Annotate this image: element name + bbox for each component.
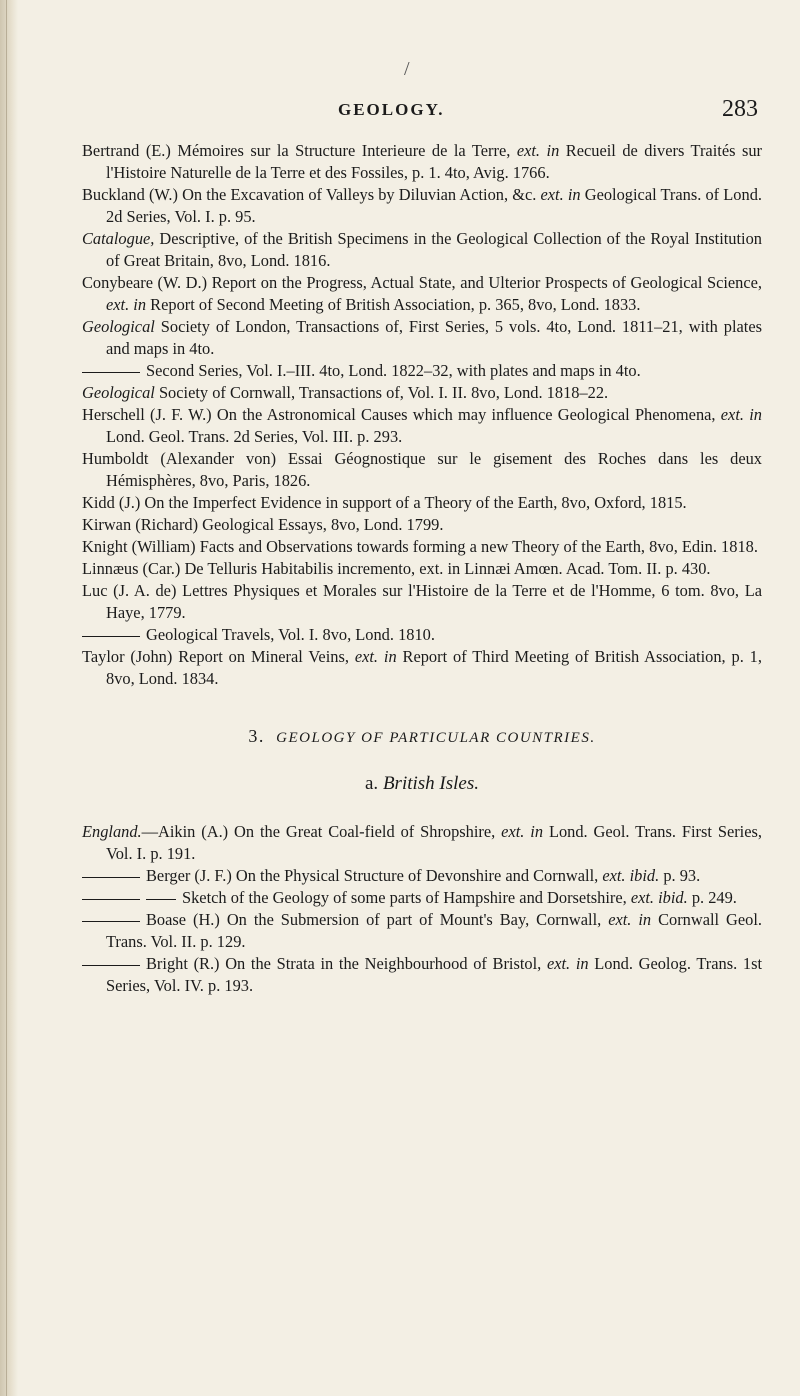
entry-source: Lond. Geolog. Trans. 1st Series, Vol. IV. p. 193.	[106, 954, 763, 995]
entry-citation-note: ext. in	[106, 295, 147, 314]
ditto-dash	[82, 899, 140, 900]
entry-author: Humboldt (Alexander von)	[82, 449, 277, 468]
entry-text: Lettres Physiques et Morales sur l'Histoire de la Terre et de l'Homme, 6 tom. 8vo, La Haye, 1779.	[106, 581, 762, 622]
entry-text: Report on Mineral Veins,	[172, 647, 355, 666]
entry-text: Facts and Observations towards forming a new Theory of the Earth, 8vo, Edin. 1818.	[195, 537, 758, 556]
entry-text: Geological Essays, 8vo, Lond. 1799.	[198, 515, 444, 534]
section-title: GEOLOGY OF PARTICULAR COUNTRIES.	[276, 730, 596, 746]
bibliography-entry	[82, 360, 762, 382]
bibliography-entry	[82, 624, 762, 646]
entry-source: p. 249.	[687, 888, 737, 907]
entry-author: Knight (William)	[82, 537, 196, 556]
entry-source: Geological Trans. of Lond. 2d Series, Vol. I. p. 95.	[106, 185, 762, 226]
entry-region: England.	[82, 822, 142, 841]
bibliography-entry	[82, 887, 762, 909]
bibliography-entry	[82, 404, 762, 448]
entry-text: Report on the Progress, Actual State, and Ulterior Prospects of Geological Science,	[207, 273, 763, 292]
entry-text: —Aikin (A.) On the Great Coal-field of Shropshire,	[141, 822, 502, 841]
entry-text: Society of London, Transactions of, First Series, 5 vols. 4to, Lond. 1811–21, with plates and maps in 4to.	[106, 317, 762, 358]
entry-author: Buckland (W.)	[82, 185, 178, 204]
entry-citation-note: ext. in	[608, 910, 652, 929]
entry-source: Report of Second Meeting of British Association, p. 365, 8vo, Lond. 1833.	[146, 295, 641, 314]
entry-source: Recueil de divers Traités sur l'Histoire Naturelle de la Terre et des Fossiles, p. 1. 4to, Avig. 1766.	[106, 141, 762, 182]
bibliography-entry	[82, 558, 762, 580]
entry-text: De Telluris Habitabilis incremento, ext. in Linnæi Amœn. Acad. Tom. II. p. 430.	[180, 559, 711, 578]
subsection-title: British Isles.	[382, 773, 479, 794]
bibliography-entry	[82, 536, 762, 558]
entry-text: Second Series, Vol. I.–III. 4to, Lond. 1822–32, with plates and maps in 4to.	[146, 361, 641, 380]
section-heading	[82, 726, 762, 747]
subsection-heading	[82, 773, 762, 795]
entry-text: Mémoires sur la Structure Interieure de la Terre,	[170, 141, 517, 160]
running-title: GEOLOGY.	[338, 100, 445, 119]
entry-text: Bright (R.) On the Strata in the Neighbourhood of Bristol,	[146, 954, 547, 973]
bibliography-entry	[82, 228, 762, 272]
entry-citation-note: ext. ibid.	[602, 866, 660, 885]
entry-author: Luc (J. A. de)	[82, 581, 177, 600]
bibliography-entry	[82, 865, 762, 887]
entry-citation-note: ext. in	[516, 141, 560, 160]
ditto-dash	[82, 636, 140, 637]
entry-text: On the Excavation of Valleys by Diluvian Action, &c.	[177, 185, 541, 204]
entry-text: Descriptive, of the British Specimens in the Geological Collection of the Royal Institution of Great Britain, 8vo, Lond. 1816.	[106, 229, 762, 270]
entry-source: Cornwall Geol. Trans. Vol. II. p. 129.	[106, 910, 763, 951]
entry-citation-note: ext. ibid.	[630, 888, 688, 907]
bibliography-entry	[82, 646, 762, 690]
entry-citation-note: ext. in	[540, 185, 581, 204]
entry-text: Essai Géognostique sur le gisement des Roches dans les deux Hémisphères, 8vo, Paris, 1826.	[106, 449, 762, 490]
page-header	[0, 96, 800, 126]
entry-author: Kidd (J.)	[82, 493, 141, 512]
subsection-label: a.	[365, 773, 379, 794]
bibliography-entry	[82, 272, 762, 316]
bibliography-entry	[82, 492, 762, 514]
ditto-dash	[82, 372, 140, 373]
entry-source: Lond. Geol. Trans. 2d Series, Vol. III. p. 293.	[106, 427, 403, 446]
entry-citation-note: ext. in	[546, 954, 589, 973]
bibliography-entry	[82, 140, 762, 184]
entry-text: Boase (H.) On the Submersion of part of Mount's Bay, Cornwall,	[146, 910, 609, 929]
entry-citation-note: ext. in	[501, 822, 544, 841]
entry-citation-note: ext. in	[354, 647, 397, 666]
bibliography-entry	[82, 580, 762, 624]
entry-author: Bertrand (E.)	[82, 141, 171, 160]
entry-author: Geological	[82, 317, 155, 336]
bibliography-list-general	[82, 140, 762, 690]
entry-text: Berger (J. F.) On the Physical Structure of Devonshire and Cornwall,	[146, 866, 603, 885]
ditto-dash	[82, 877, 140, 878]
bibliography-entry	[82, 184, 762, 228]
entry-citation-note: ext. in	[720, 405, 762, 424]
entry-author: Linnæus (Car.)	[82, 559, 181, 578]
entry-text: Sketch of the Geology of some parts of Hampshire and Dorsetshire,	[182, 888, 631, 907]
entry-text: On the Astronomical Causes which may influence Geological Phenomena,	[211, 405, 721, 424]
section-number: 3.	[248, 726, 265, 746]
entry-text: Society of Cornwall, Transactions of, Vol. I. II. 8vo, Lond. 1818–22.	[154, 383, 609, 402]
bibliography-entry	[82, 382, 762, 404]
entry-text: On the Imperfect Evidence in support of a Theory of the Earth, 8vo, Oxford, 1815.	[140, 493, 687, 512]
entry-author: Catalogue,	[82, 229, 155, 248]
entry-source: Lond. Geol. Trans. First Series, Vol. I. p. 191.	[106, 822, 762, 863]
entry-source: p. 93.	[659, 866, 701, 885]
bibliography-entry	[82, 514, 762, 536]
entry-source: Report of Third Meeting of British Association, p. 1, 8vo, Lond. 1834.	[106, 647, 762, 688]
bibliography-entry	[82, 821, 762, 865]
ditto-dash	[146, 899, 176, 900]
entry-author: Geological	[82, 383, 155, 402]
stray-mark: /	[404, 58, 410, 80]
entry-author: Herschell (J. F. W.)	[82, 405, 212, 424]
page-number: 283	[722, 96, 758, 122]
entry-author: Taylor (John)	[82, 647, 173, 666]
bibliography-entry	[82, 448, 762, 492]
entry-author: Conybeare (W. D.)	[82, 273, 208, 292]
entry-text: Geological Travels, Vol. I. 8vo, Lond. 1810.	[146, 625, 435, 644]
ditto-dash	[82, 921, 140, 922]
bibliography-entry	[82, 316, 762, 360]
entry-author: Kirwan (Richard)	[82, 515, 199, 534]
ditto-dash	[82, 965, 140, 966]
page-body	[82, 140, 762, 997]
bibliography-list-british-isles	[82, 821, 762, 997]
bibliography-entry	[82, 953, 762, 997]
page-gutter	[0, 0, 18, 1396]
binding-edge	[6, 0, 7, 1396]
bibliography-entry	[82, 909, 762, 953]
